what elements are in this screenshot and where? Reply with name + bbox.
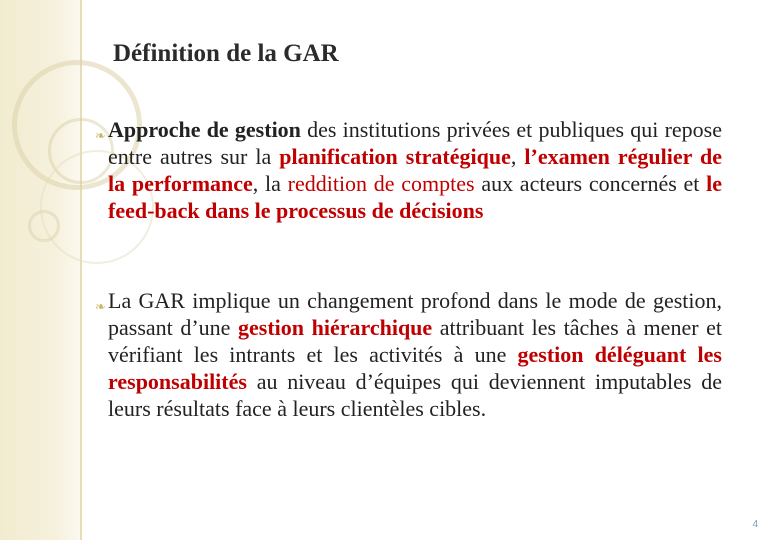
page-number: 4 [752,519,758,530]
text-segment: au niveau d’équipes qui deviennent imputables de leurs résultats face à leurs clientèles cibles. [108,369,722,421]
decorative-circle [28,210,60,242]
bullet-marker-icon: ❧ [95,299,106,314]
text-segment: gestion hiérarchique [238,315,433,340]
text-segment: attribuant les tâches à mener et vérifiant les intrants et les activités à une [108,315,722,367]
text-segment: planification stratégique [279,144,511,169]
text-segment: l’examen régulier de la performance [108,144,723,196]
text-segment: gestion déléguant les responsabilités [108,342,722,394]
bullet-marker-icon: ❧ [95,128,106,143]
text-segment: , [510,144,525,169]
slide-title: Définition de la GAR [113,40,339,67]
text-segment: reddition de comptes [287,171,475,196]
text-segment: La GAR implique un changement profond dans le mode de gestion, passant d’une [108,288,722,340]
bullet-paragraph-2 [95,287,722,422]
text-segment: Approche de gestion [108,117,301,142]
bullet-paragraph-1 [95,116,723,224]
text-segment: aux acteurs concernés et [474,171,707,196]
text-segment: , la [252,171,288,196]
text-segment: des institutions privées et publiques qui repose entre autres sur la [108,117,723,169]
text-segment: le feed-back dans le processus de décisions [108,171,722,223]
